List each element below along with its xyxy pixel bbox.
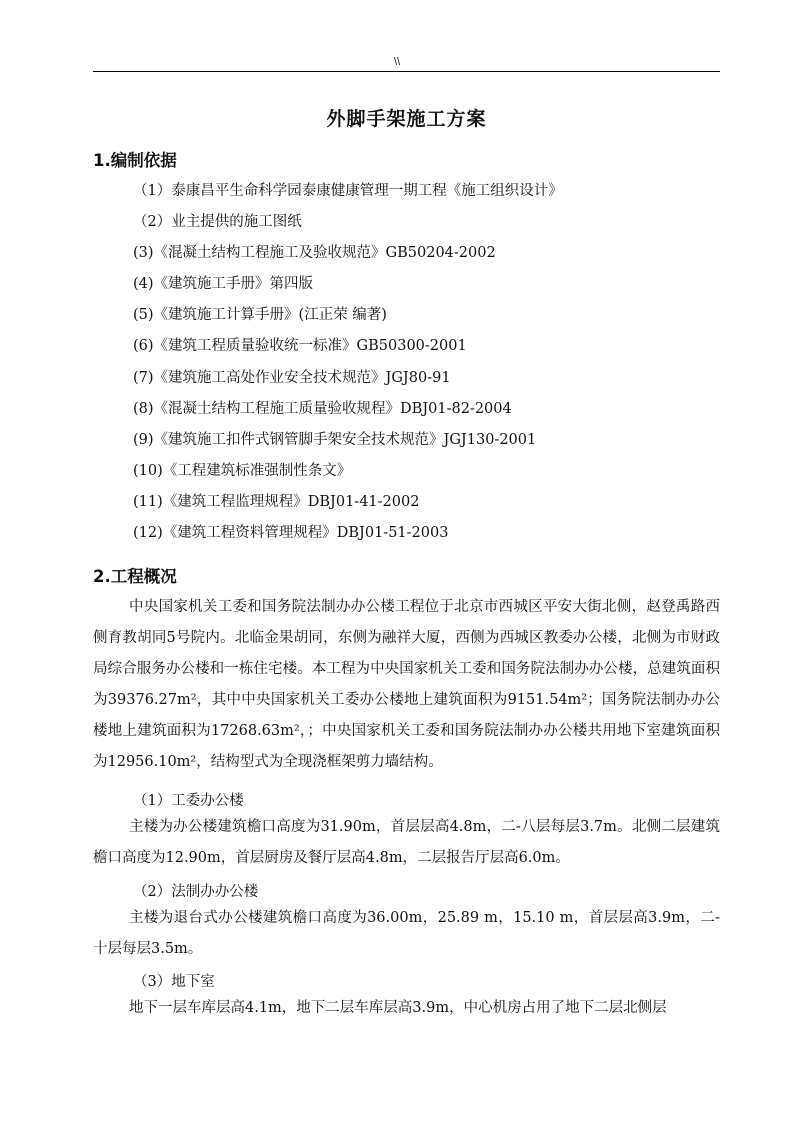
reference-item: (11)《建筑工程监理规程》DBJ01-41-2002 (133, 494, 420, 510)
section-heading-overview: 2.工程概况 (93, 567, 177, 586)
reference-item: （2）业主提供的施工图纸 (133, 214, 302, 230)
committee-building-paragraph: 主楼为办公楼建筑檐口高度为31.90m，首层层高4.8m，二-八层每层3.7m。北侧二层建筑檐口高度为12.90m，首层厨房及餐厅层高4.8m，二层报告厅层高6.0m。 (93, 819, 720, 866)
document-title: 外脚手架施工方案 (326, 108, 487, 130)
overview-paragraph: 中央国家机关工委和国务院法制办办公楼工程位于北京市西城区平安大街北侧，赵登禹路西侧育教胡同5号院内。北临金果胡同，东侧为融祥大厦，西侧为西城区教委办公楼，北侧为市财政局综合服务办公楼和一栋住宅楼。本工程为中央国家机关工委和国务院法制办办公楼，总建筑面积为39376.27m²，其中中央国家机关工委办公楼地上建筑面积为9151.54m²；国务院法制办办公楼地上建筑面积为17268.63m²，；中央国家机关工委和国务院法制办办公楼共用地下室建筑面积为12956.10m²，结构型式为全现浇框架剪力墙结构。 (93, 599, 720, 770)
basement-paragraph: 地下一层车库层高4.1m，地下二层车库层高3.9m，中心机房占用了地下二层北侧层 (129, 1000, 667, 1016)
subsection-heading-legal: （2）法制办办公楼 (133, 884, 259, 900)
subsection-heading-basement: （3）地下室 (133, 974, 215, 990)
section-heading-basis: 1.编制依据 (93, 151, 177, 170)
legal-building-paragraph: 主楼为退台式办公楼建筑檐口高度为36.00m，25.89 m，15.10 m，首层层高3.9m，二-十层每层3.5m。 (93, 910, 720, 957)
reference-item: (3)《混凝土结构工程施工及验收规范》GB50204-2002 (133, 245, 496, 261)
reference-item: (10)《工程建筑标准强制性条文》 (133, 463, 352, 479)
header-rule (93, 71, 720, 72)
reference-item: （1）泰康昌平生命科学园泰康健康管理一期工程《施工组织设计》 (133, 183, 563, 199)
reference-item: (8)《混凝土结构工程施工质量验收规程》DBJ01-82-2004 (133, 401, 512, 417)
reference-item: (6)《建筑工程质量验收统一标准》GB50300-2001 (133, 338, 467, 354)
reference-item: (7)《建筑施工高处作业安全技术规范》JGJ80-91 (133, 370, 451, 386)
reference-item: (5)《建筑施工计算手册》(江正荣 编著) (133, 307, 387, 323)
header-mark: \\ (393, 56, 401, 68)
subsection-heading-committee: （1）工委办公楼 (133, 793, 244, 809)
reference-item: (4)《建筑施工手册》第四版 (133, 276, 314, 292)
reference-item: (12)《建筑工程资料管理规程》DBJ01-51-2003 (133, 525, 449, 541)
reference-item: (9)《建筑施工扣件式钢管脚手架安全技术规范》JGJ130-2001 (133, 432, 537, 448)
